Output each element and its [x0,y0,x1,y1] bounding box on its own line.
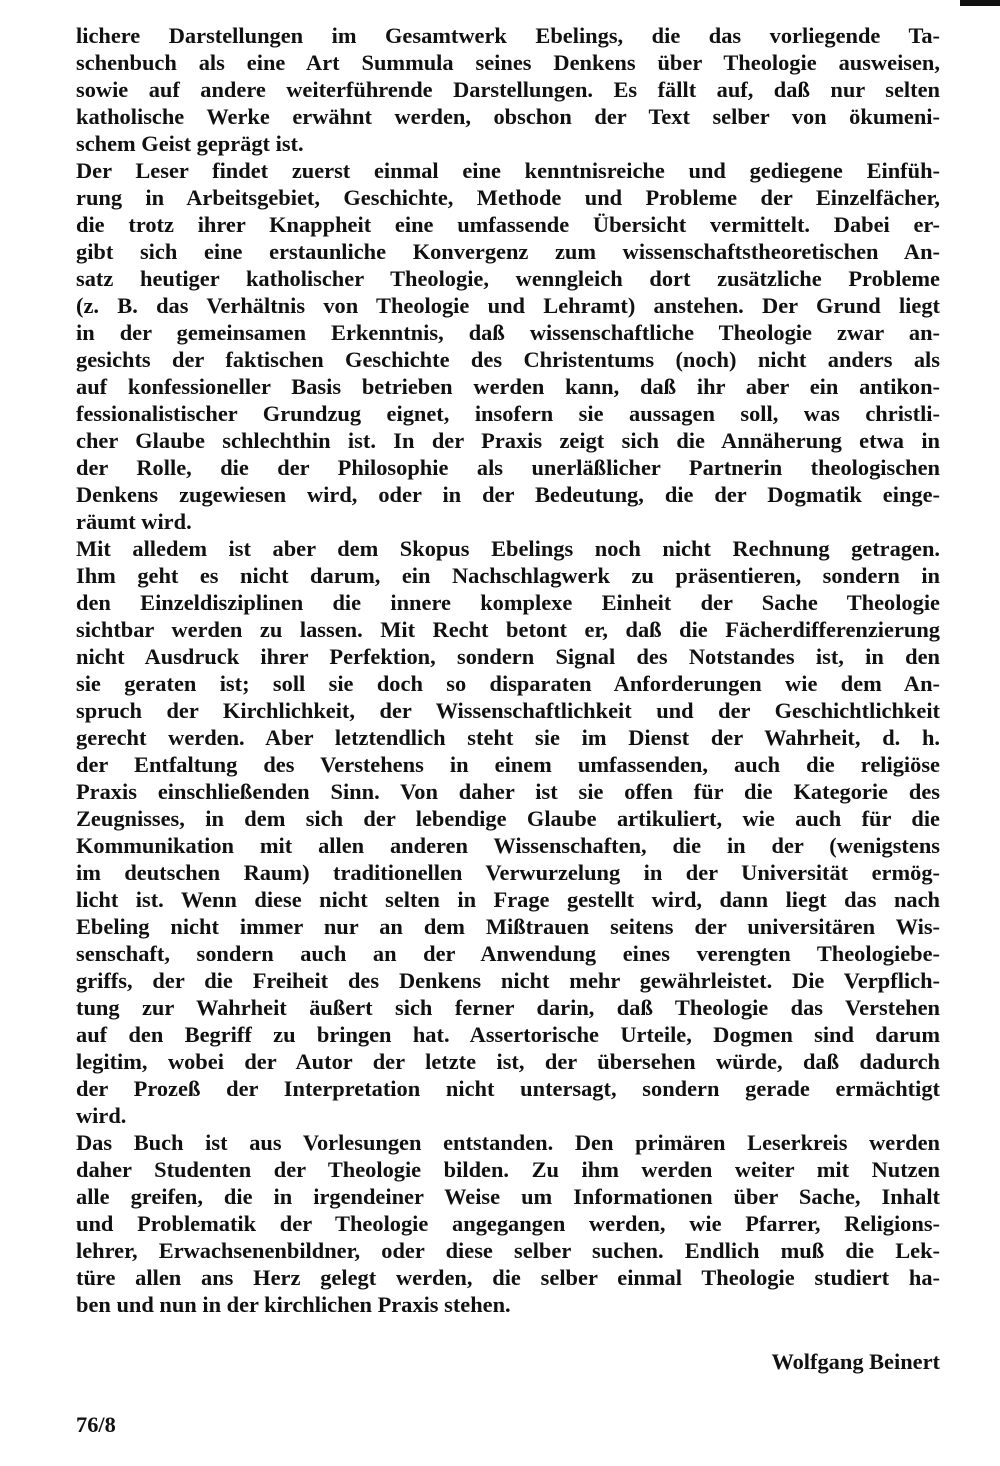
text-line: räumt wird. [76,509,192,534]
text-line: licht ist. Wenn diese nicht selten in Frage gestellt wird, dann liegt das nach [76,887,940,912]
text-line: tung zur Wahrheit äußert sich ferner darin, daß Theologie das Verstehen [76,995,940,1020]
text-line: lehrer, Erwachsenenbildner, oder diese selber suchen. Endlich muß die Lek- [76,1238,940,1263]
text-line: Mit alledem ist aber dem Skopus Ebelings noch nicht Rechnung getragen. [76,536,940,561]
text-line: auf den Begriff zu bringen hat. Assertorische Urteile, Dogmen sind darum [76,1022,940,1047]
text-line: den Einzeldisziplinen die innere komplexe Einheit der Sache Theologie [76,590,940,615]
text-line: im deutschen Raum) traditionellen Verwurzelung in der Universität ermög- [76,860,940,885]
text-line: die trotz ihrer Knappheit eine umfassende Übersicht vermittelt. Dabei er- [76,212,940,237]
text-line: gesichts der faktischen Geschichte des Christentums (noch) nicht anders als [76,347,940,372]
text-line: satz heutiger katholischer Theologie, wenngleich dort zusätzliche Probleme [76,266,940,291]
text-line: wird. [76,1103,127,1128]
text-line: Zeugnisses, in dem sich der lebendige Glaube artikuliert, wie auch für die [76,806,940,831]
paragraph [76,535,940,1129]
text-line: sowie auf andere weiterführende Darstellungen. Es fällt auf, daß nur selten [76,77,940,102]
text-line: gibt sich eine erstaunliche Konvergenz zum wissenschaftstheoretischen An- [76,239,940,264]
text-line: Praxis einschließenden Sinn. Von daher ist sie offen für die Kategorie des [76,779,940,804]
text-line: lichere Darstellungen im Gesamtwerk Ebelings, die das vorliegende Ta- [76,23,940,48]
text-line: alle greifen, die in irgendeiner Weise um Informationen über Sache, Inhalt [76,1184,940,1209]
text-line: cher Glaube schlechthin ist. In der Praxis zeigt sich die Annäherung etwa in [76,428,940,453]
text-line: griffs, der die Freiheit des Denkens nicht mehr gewährleistet. Die Verpflich- [76,968,940,993]
text-line: der Rolle, die der Philosophie als unerläßlicher Partnerin theologischen [76,455,940,480]
text-line: nicht Ausdruck ihrer Perfektion, sondern Signal des Notstandes ist, in den [76,644,940,669]
text-line: auf konfessioneller Basis betrieben werden kann, daß ihr aber ein antikon- [76,374,940,399]
text-line: sie geraten ist; soll sie doch so disparaten Anforderungen wie dem An- [76,671,940,696]
text-line: in der gemeinsamen Erkenntnis, daß wissenschaftliche Theologie zwar an- [76,320,940,345]
text-line: sichtbar werden zu lassen. Mit Recht betont er, daß die Fächerdifferenzierung [76,617,940,642]
author-signature: Wolfgang Beinert [771,1349,940,1374]
text-line: Ebeling nicht immer nur an dem Mißtrauen seitens der universitären Wis- [76,914,940,939]
text-line: schem Geist geprägt ist. [76,131,304,156]
text-line: ben und nun in der kirchlichen Praxis stehen. [76,1292,511,1317]
text-line: der Entfaltung des Verstehens in einem umfassenden, auch die religiöse [76,752,940,777]
paragraph [76,1129,940,1318]
text-line: spruch der Kirchlichkeit, der Wissenschaftlichkeit und der Geschichtlichkeit [76,698,940,723]
text-line: legitim, wobei der Autor der letzte ist, der übersehen würde, daß dadurch [76,1049,940,1074]
text-line: und Problematik der Theologie angegangen werden, wie Pfarrer, Religions- [76,1211,940,1236]
text-line: türe allen ans Herz gelegt werden, die selber einmal Theologie studiert ha- [76,1265,940,1290]
text-line: Kommunikation mit allen anderen Wissenschaften, die in der (wenigstens [76,833,940,858]
text-line: Das Buch ist aus Vorlesungen entstanden. Den primären Leserkreis werden [76,1130,940,1155]
text-line: schenbuch als eine Art Summula seines Denkens über Theologie ausweisen, [76,50,940,75]
paragraph [76,157,940,535]
text-line: daher Studenten der Theologie bilden. Zu ihm werden weiter mit Nutzen [76,1157,940,1182]
text-line: katholische Werke erwähnt werden, obschon der Text selber von ökumeni- [76,104,940,129]
text-line: fessionalistischer Grundzug eignet, insofern sie aussagen soll, was christli- [76,401,940,426]
review-text [76,22,940,1318]
text-line: (z. B. das Verhältnis von Theologie und Lehramt) anstehen. Der Grund liegt [76,293,940,318]
text-line: Ihm geht es nicht darum, ein Nachschlagwerk zu präsentieren, sondern in [76,563,940,588]
text-line: Denkens zugewiesen wird, oder in der Bedeutung, die der Dogmatik einge- [76,482,940,507]
text-line: Der Leser findet zuerst einmal eine kenntnisreiche und gediegene Einfüh- [76,158,940,183]
paragraph [76,22,940,157]
page-number: 76/8 [76,1412,116,1437]
top-edge-mark [960,0,1000,6]
text-line: der Prozeß der Interpretation nicht untersagt, sondern gerade ermächtigt [76,1076,940,1101]
text-line: gerecht werden. Aber letztendlich steht sie im Dienst der Wahrheit, d. h. [76,725,940,750]
text-line: senschaft, sondern auch an der Anwendung eines verengten Theologiebe- [76,941,940,966]
text-line: rung in Arbeitsgebiet, Geschichte, Methode und Probleme der Einzelfächer, [76,185,940,210]
